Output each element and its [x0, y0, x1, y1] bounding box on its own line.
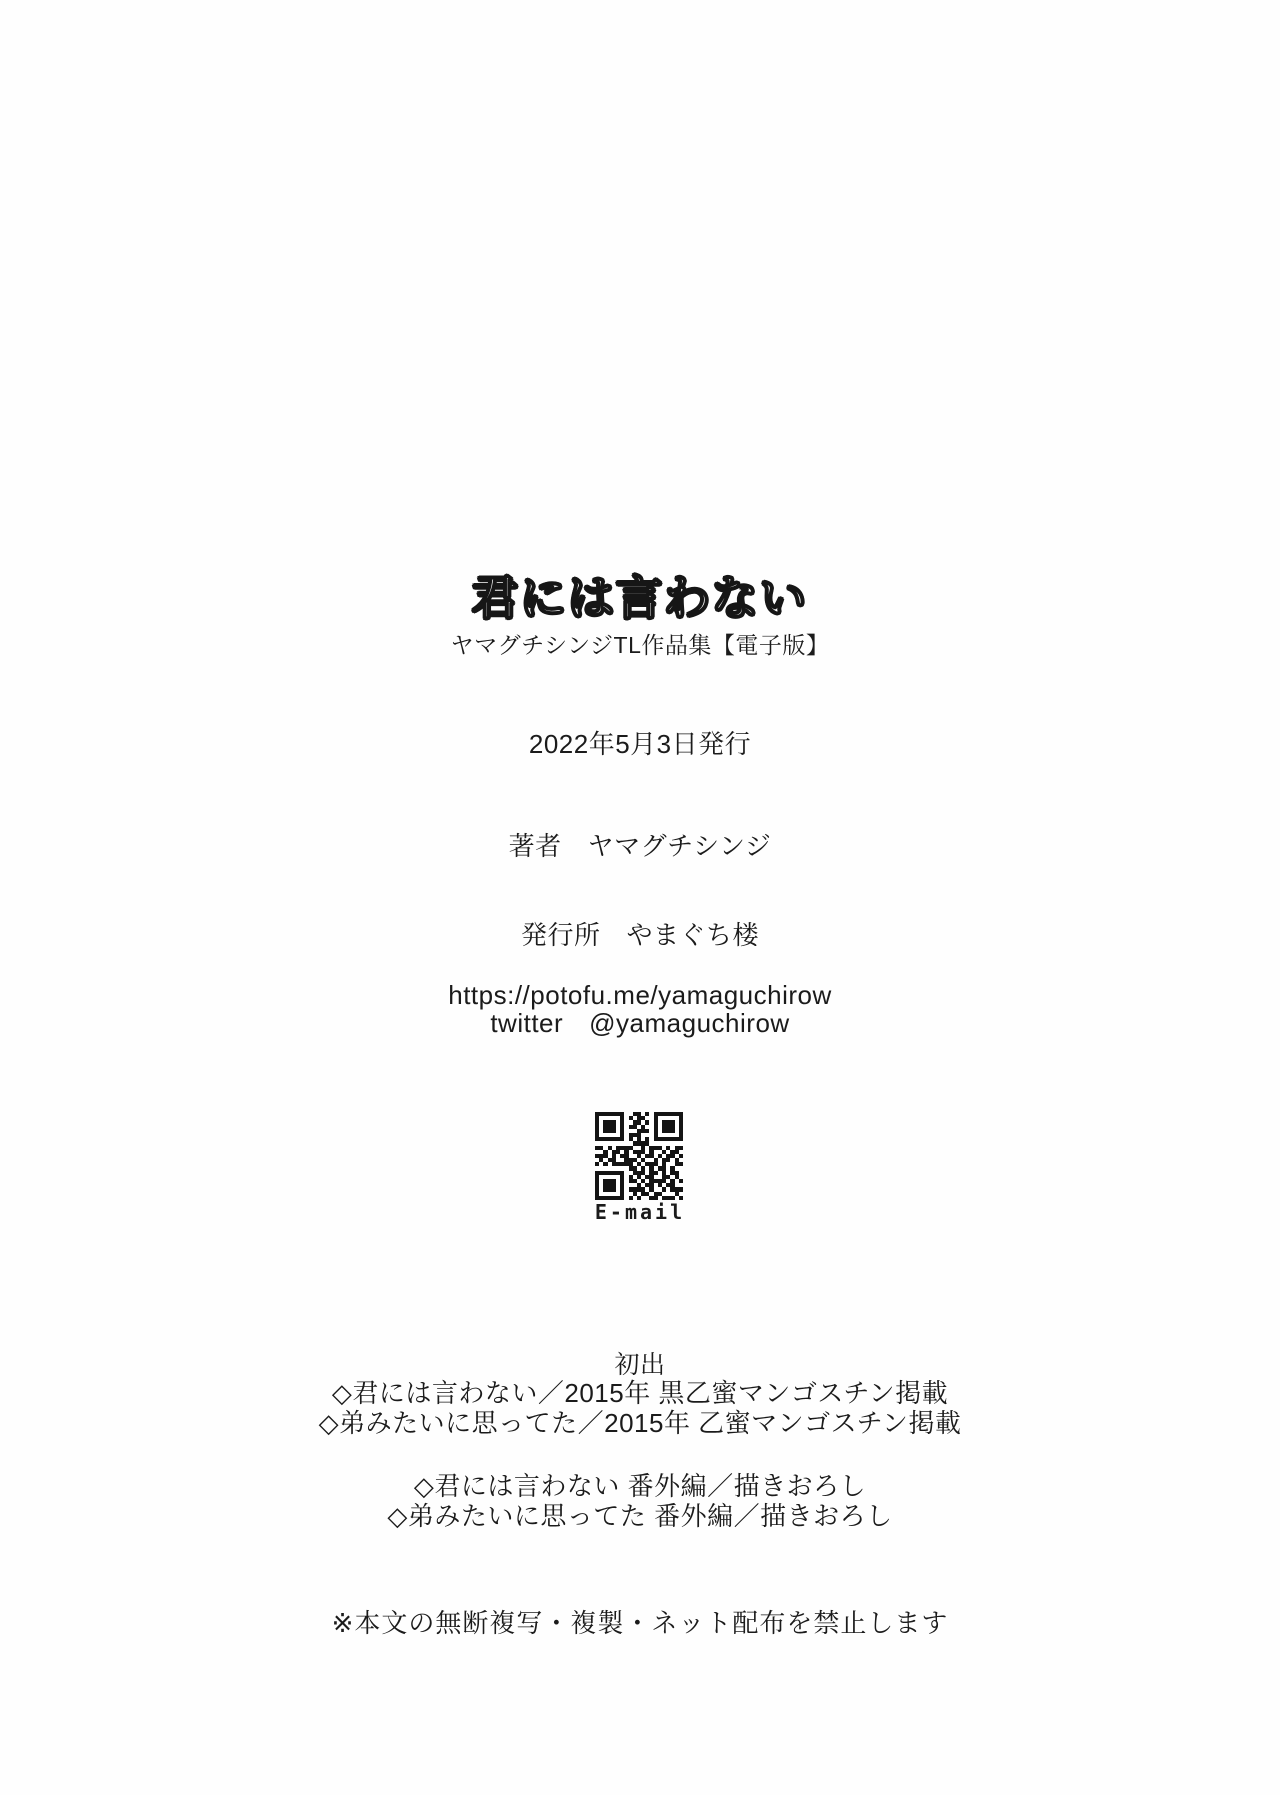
- website-url: https://potofu.me/yamaguchirow: [448, 980, 832, 1010]
- first-publication-entry: ◇弟みたいに思ってた／2015年 乙蜜マンゴスチン掲載: [318, 1408, 962, 1438]
- first-publication-entry: ◇君には言わない／2015年 黒乙蜜マンゴスチン掲載: [331, 1378, 949, 1408]
- first-publication-heading: 初出: [614, 1351, 666, 1379]
- book-title: 君には言わない: [472, 572, 808, 624]
- twitter-line: [0, 1010, 1280, 1036]
- publish-date: 2022年5月3日発行: [528, 729, 752, 759]
- email-label: E-mail: [594, 1200, 686, 1224]
- publisher-label: 発行所: [520, 920, 601, 950]
- author-label: 著者: [508, 831, 562, 861]
- author-line: [0, 833, 1280, 859]
- publisher-name: やまぐち楼: [626, 920, 760, 950]
- twitter-label: twitter: [490, 1008, 564, 1038]
- first-publication-entry: ◇君には言わない 番外編／描きおろし: [413, 1471, 867, 1501]
- author-name: ヤマグチシンジ: [587, 831, 772, 861]
- qr-code: [595, 1112, 683, 1200]
- publisher-line: [0, 922, 1280, 948]
- first-publication-entry: ◇弟みたいに思ってた 番外編／描きおろし: [387, 1501, 893, 1531]
- book-subtitle: ヤマグチシンジTL作品集【電子版】: [450, 632, 830, 658]
- twitter-handle: @yamaguchirow: [589, 1008, 790, 1038]
- copyright-notice: ※本文の無断複写・複製・ネット配布を禁止します: [331, 1608, 949, 1638]
